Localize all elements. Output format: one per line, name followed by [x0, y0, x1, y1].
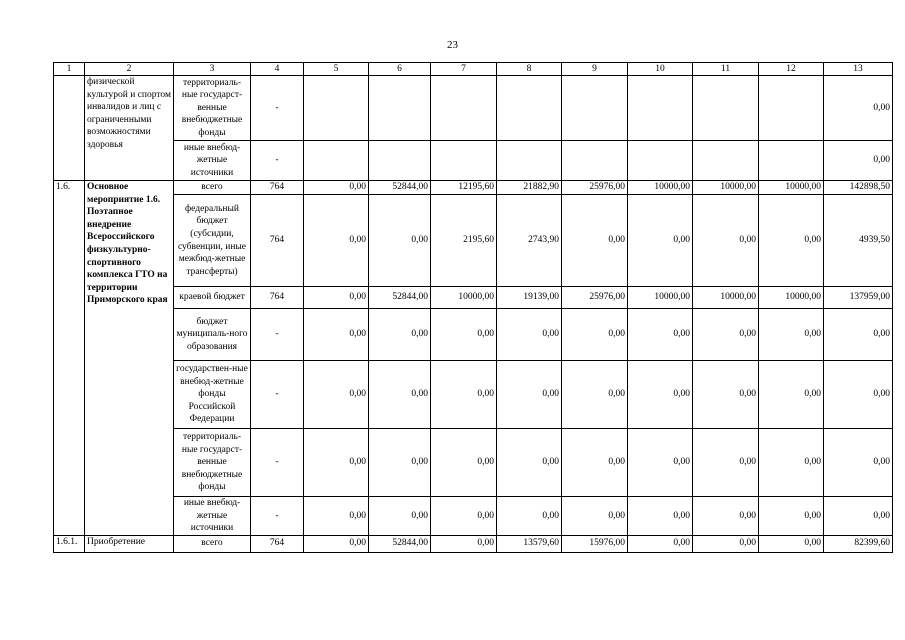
table-row: [54, 141, 893, 181]
value-cell: 0,00: [693, 195, 759, 287]
value-cell: 0,00: [497, 429, 562, 497]
column-header: 12: [759, 63, 824, 76]
value-cell: 0,00: [304, 429, 369, 497]
column-header: 1: [54, 63, 85, 76]
value-cell: 10000,00: [693, 181, 759, 195]
table-row: [54, 287, 893, 309]
table-row: [54, 76, 893, 141]
value-cell: 25976,00: [562, 181, 628, 195]
column-header: 5: [304, 63, 369, 76]
value-cell: 0,00: [304, 535, 369, 552]
table-row: [54, 535, 893, 552]
value-cell: 10000,00: [431, 287, 497, 309]
ministry-code: -: [251, 141, 304, 181]
funding-source: территориаль-ные государст-венные внебюджетные фонды: [174, 429, 251, 497]
table-row: [54, 195, 893, 287]
value-cell: 0,00: [304, 195, 369, 287]
total-cell: 0,00: [824, 309, 893, 361]
value-cell: 0,00: [628, 309, 693, 361]
value-cell: 0,00: [693, 535, 759, 552]
value-cell: [562, 76, 628, 141]
value-cell: 0,00: [369, 195, 431, 287]
value-cell: [369, 76, 431, 141]
value-cell: 0,00: [628, 361, 693, 429]
value-cell: 10000,00: [628, 181, 693, 195]
table-row: [54, 361, 893, 429]
value-cell: [497, 76, 562, 141]
value-cell: 0,00: [497, 309, 562, 361]
value-cell: 52844,00: [369, 287, 431, 309]
total-cell: 0,00: [824, 141, 893, 181]
value-cell: 0,00: [304, 309, 369, 361]
value-cell: 0,00: [304, 361, 369, 429]
value-cell: 0,00: [759, 195, 824, 287]
value-cell: 0,00: [759, 535, 824, 552]
budget-table: [53, 62, 893, 553]
column-header: 6: [369, 63, 431, 76]
total-cell: 142898,50: [824, 181, 893, 195]
table-row: [54, 429, 893, 497]
column-header: 8: [497, 63, 562, 76]
funding-source: территориаль-ные государст-венные внебюджетные фонды: [174, 76, 251, 141]
column-header: 2: [85, 63, 174, 76]
value-cell: 0,00: [628, 195, 693, 287]
column-header: 11: [693, 63, 759, 76]
value-cell: 0,00: [759, 497, 824, 536]
value-cell: 10000,00: [693, 287, 759, 309]
value-cell: 0,00: [759, 361, 824, 429]
value-cell: 2195,60: [431, 195, 497, 287]
ministry-code: 764: [251, 181, 304, 195]
value-cell: 0,00: [562, 361, 628, 429]
ministry-code: -: [251, 76, 304, 141]
value-cell: 0,00: [431, 429, 497, 497]
value-cell: 0,00: [562, 195, 628, 287]
value-cell: 0,00: [693, 361, 759, 429]
value-cell: [628, 141, 693, 181]
total-cell: 0,00: [824, 429, 893, 497]
total-cell: 0,00: [824, 361, 893, 429]
value-cell: 0,00: [304, 287, 369, 309]
value-cell: 0,00: [562, 429, 628, 497]
ministry-code: -: [251, 497, 304, 536]
value-cell: 10000,00: [628, 287, 693, 309]
column-header: 10: [628, 63, 693, 76]
value-cell: 0,00: [431, 535, 497, 552]
page-number: 23: [447, 39, 458, 51]
total-cell: 137959,00: [824, 287, 893, 309]
table-row: [54, 181, 893, 195]
item-name: Приобретение: [85, 535, 174, 552]
ministry-code: -: [251, 361, 304, 429]
item-name: Основное мероприятие 1.6. Поэтапное внедрение Всероссийского физкультурно-спортивного комплекса ГТО на территории Приморского края: [85, 181, 174, 536]
column-header: 7: [431, 63, 497, 76]
value-cell: [628, 76, 693, 141]
value-cell: 0,00: [628, 497, 693, 536]
column-header: 13: [824, 63, 893, 76]
value-cell: [304, 141, 369, 181]
value-cell: 0,00: [369, 429, 431, 497]
funding-source: всего: [174, 535, 251, 552]
value-cell: 2743,90: [497, 195, 562, 287]
total-cell: 0,00: [824, 76, 893, 141]
value-cell: [369, 141, 431, 181]
value-cell: 21882,90: [497, 181, 562, 195]
item-number: [54, 76, 85, 181]
value-cell: 0,00: [759, 429, 824, 497]
total-cell: 0,00: [824, 497, 893, 536]
ministry-code: -: [251, 309, 304, 361]
total-cell: 82399,60: [824, 535, 893, 552]
value-cell: 15976,00: [562, 535, 628, 552]
value-cell: 10000,00: [759, 287, 824, 309]
value-cell: 0,00: [562, 309, 628, 361]
value-cell: 0,00: [693, 309, 759, 361]
column-header: 4: [251, 63, 304, 76]
funding-source: всего: [174, 181, 251, 195]
value-cell: [693, 76, 759, 141]
value-cell: 0,00: [369, 497, 431, 536]
value-cell: [562, 141, 628, 181]
item-name: физической культурой и спортом инвалидов и лиц с ограниченными возможностями здоровья: [85, 76, 174, 181]
value-cell: 0,00: [369, 361, 431, 429]
item-number: 1.6.: [54, 181, 85, 536]
value-cell: 0,00: [304, 181, 369, 195]
table-row: [54, 309, 893, 361]
value-cell: 0,00: [431, 497, 497, 536]
value-cell: 0,00: [369, 309, 431, 361]
value-cell: [431, 76, 497, 141]
column-header: 9: [562, 63, 628, 76]
total-cell: 4939,50: [824, 195, 893, 287]
value-cell: 52844,00: [369, 181, 431, 195]
value-cell: 0,00: [562, 497, 628, 536]
value-cell: 0,00: [759, 309, 824, 361]
value-cell: 0,00: [693, 497, 759, 536]
header-row: [54, 63, 893, 76]
value-cell: 19139,00: [497, 287, 562, 309]
value-cell: 52844,00: [369, 535, 431, 552]
funding-source: краевой бюджет: [174, 287, 251, 309]
value-cell: 0,00: [497, 497, 562, 536]
ministry-code: 764: [251, 535, 304, 552]
ministry-code: 764: [251, 195, 304, 287]
funding-source: государствен-ные внебюд-жетные фонды Российской Федерации: [174, 361, 251, 429]
item-number: 1.6.1.: [54, 535, 85, 552]
value-cell: [693, 141, 759, 181]
value-cell: 0,00: [431, 309, 497, 361]
ministry-code: 764: [251, 287, 304, 309]
table-row: [54, 497, 893, 536]
funding-source: иные внебюд-жетные источники: [174, 497, 251, 536]
ministry-code: -: [251, 429, 304, 497]
value-cell: 0,00: [497, 361, 562, 429]
value-cell: 25976,00: [562, 287, 628, 309]
value-cell: 0,00: [693, 429, 759, 497]
value-cell: 0,00: [304, 497, 369, 536]
value-cell: 12195,60: [431, 181, 497, 195]
value-cell: 0,00: [628, 429, 693, 497]
funding-source: иные внебюд-жетные источники: [174, 141, 251, 181]
value-cell: 13579,60: [497, 535, 562, 552]
column-header: 3: [174, 63, 251, 76]
value-cell: [497, 141, 562, 181]
value-cell: [431, 141, 497, 181]
value-cell: 10000,00: [759, 181, 824, 195]
value-cell: [759, 76, 824, 141]
funding-source: бюджет муниципаль-ного образования: [174, 309, 251, 361]
value-cell: [759, 141, 824, 181]
funding-source: федеральный бюджет (субсидии, субвенции, иные межбюд-жетные трансферты): [174, 195, 251, 287]
value-cell: 0,00: [628, 535, 693, 552]
value-cell: [304, 76, 369, 141]
value-cell: 0,00: [431, 361, 497, 429]
